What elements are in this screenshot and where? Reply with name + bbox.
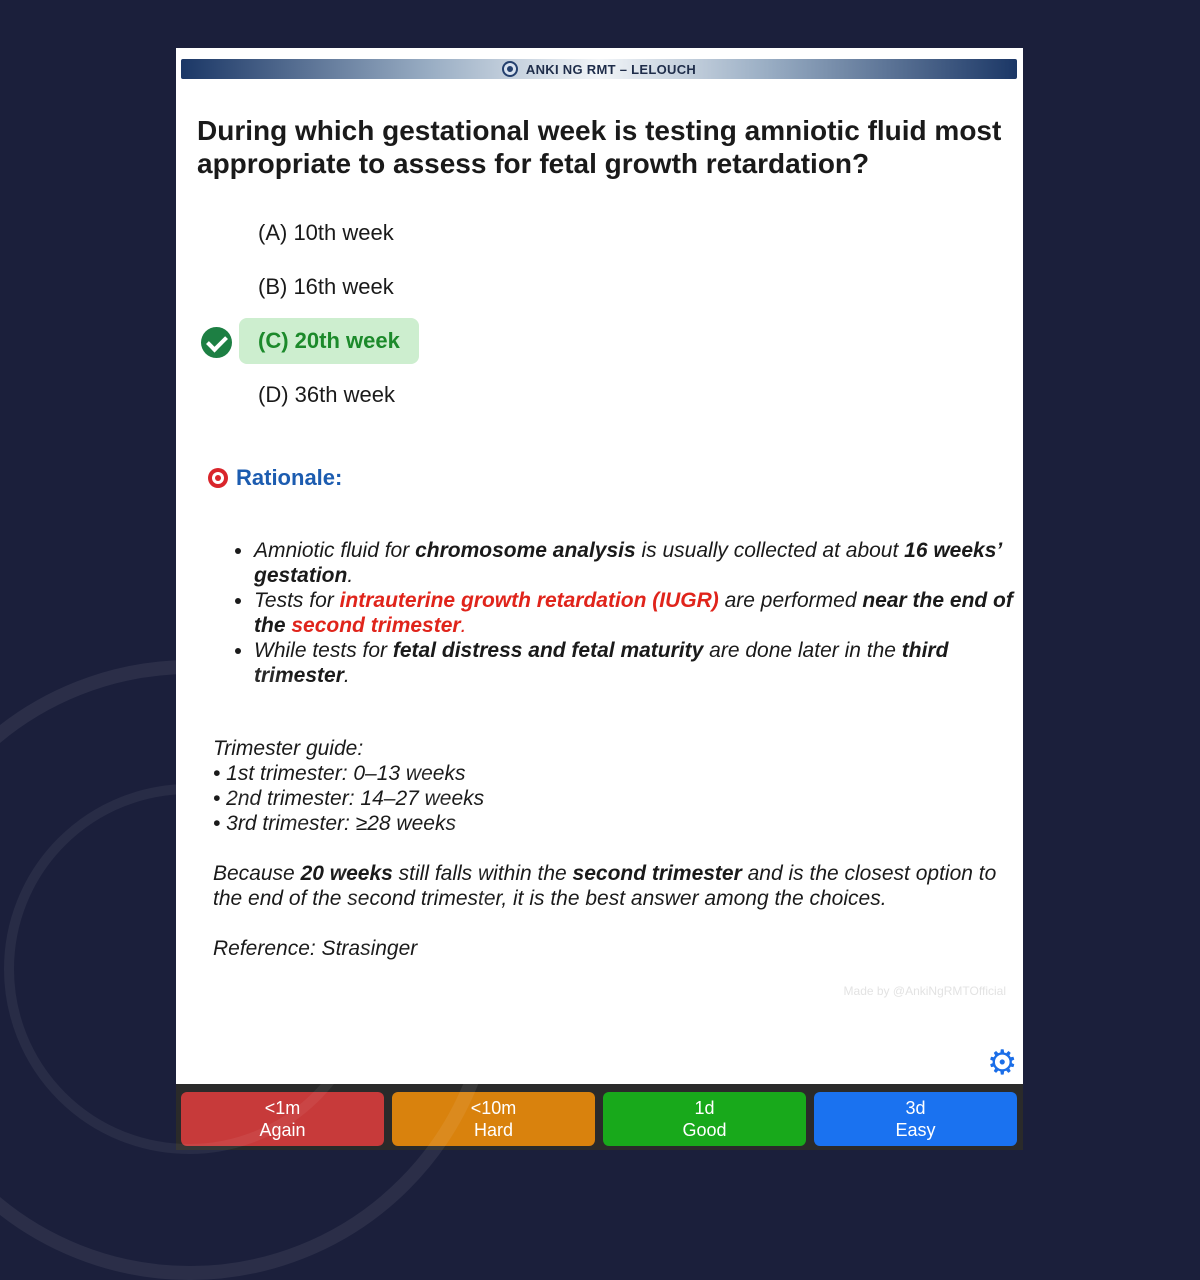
guide-item: • 2nd trimester: 14–27 weeks <box>213 787 485 810</box>
option-b[interactable]: (B) 16th week <box>258 274 394 299</box>
rationale-list <box>228 538 1023 688</box>
question-text: During which gestational week is testing amniotic fluid most appropriate to assess for fetal growth retardation? <box>197 115 1002 179</box>
target-icon <box>208 468 228 488</box>
rationale-bullet: • Tests for intrauterine growth retardation (IUGR) are performed near the end of the second trimester. <box>254 588 1023 638</box>
rationale-bullet: • While tests for fetal distress and fetal maturity are done later in the third trimester. <box>254 638 1023 688</box>
made-by-credit: Made by @AnkiNgRMTOfficial <box>843 984 1006 998</box>
rationale-bullet: • Amniotic fluid for chromosome analysis is usually collected at about 16 weeks’ gestation. <box>254 538 1023 588</box>
option-c[interactable]: (C) 20th week <box>239 318 419 364</box>
deck-header <box>181 59 1017 79</box>
trimester-guide <box>213 736 1003 961</box>
guide-item: • 3rd trimester: ≥28 weeks <box>213 812 456 835</box>
correct-check-icon <box>201 327 232 358</box>
logo-icon <box>502 61 518 77</box>
good-button[interactable]: 1d Good <box>603 1092 806 1146</box>
guide-item: • 1st trimester: 0–13 weeks <box>213 762 466 785</box>
option-a[interactable]: (A) 10th week <box>258 220 394 245</box>
easy-button[interactable]: 3d Easy <box>814 1092 1017 1146</box>
guide-conclusion: Because 20 weeks still falls within the second trimester and is the closest option to the end of the second trimester, it is the best answer among the choices. <box>213 862 997 910</box>
again-button[interactable]: <1m Again <box>181 1092 384 1146</box>
guide-title: Trimester guide: <box>213 737 364 760</box>
hard-button[interactable]: <10m Hard <box>392 1092 595 1146</box>
deck-title: ANKI NG RMT – LELOUCH <box>525 61 697 77</box>
gear-icon[interactable]: ⚙ <box>987 1044 1018 1082</box>
reference-text: Reference: Strasinger <box>213 937 418 960</box>
option-d[interactable]: (D) 36th week <box>258 382 395 407</box>
flashcard <box>176 48 1023 1084</box>
rationale-header <box>208 465 342 491</box>
answer-bar <box>176 1084 1023 1150</box>
rationale-title: Rationale: <box>236 465 343 490</box>
